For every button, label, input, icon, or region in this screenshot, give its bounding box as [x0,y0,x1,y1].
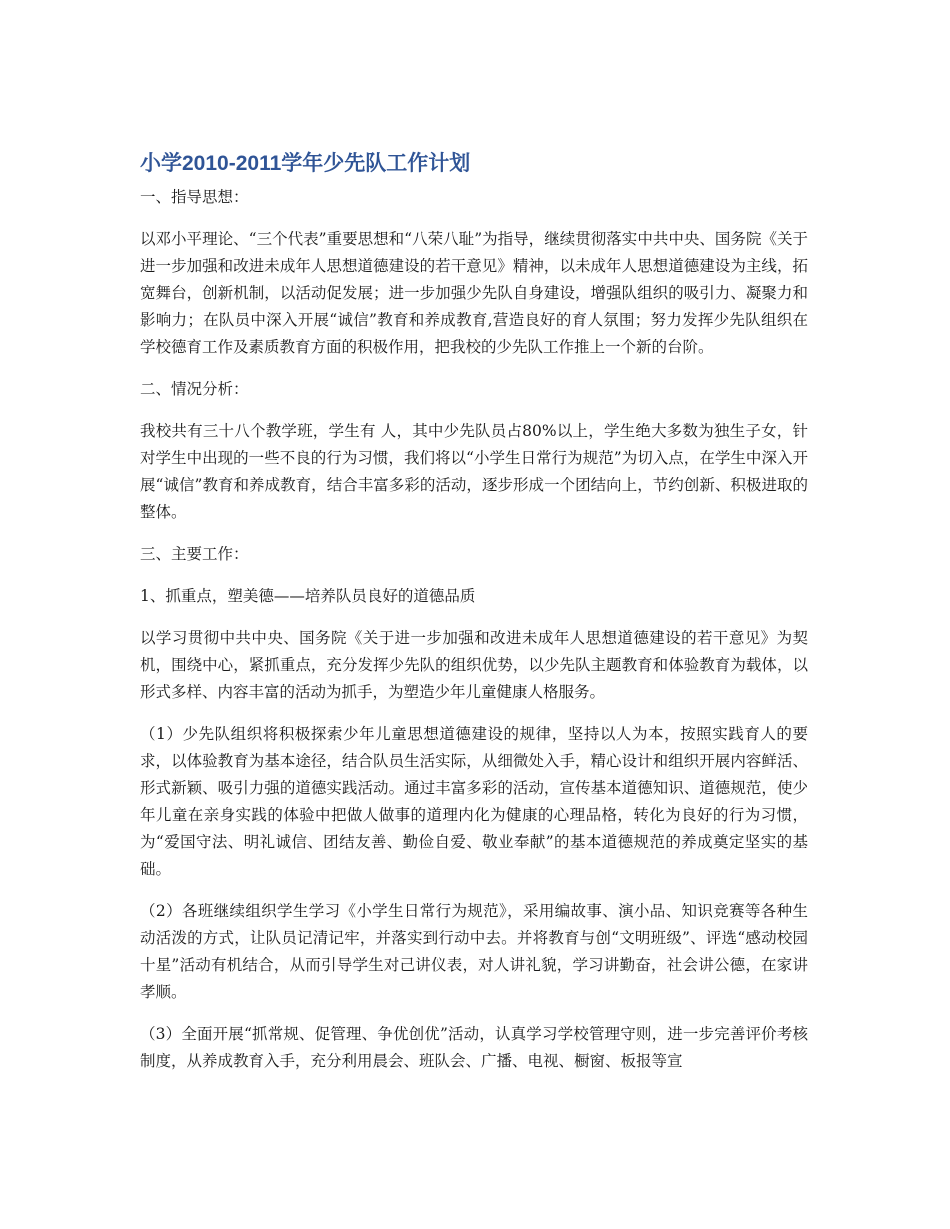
section-heading-guiding-ideology: 一、指导思想： [140,188,249,206]
section-heading-situation-analysis: 二、情况分析： [140,380,249,398]
section-body-guiding-ideology: 以邓小平理论、“三个代表”重要思想和“八荣八耻”为指导，继续贯彻落实中共中央、国务院《关于进一步加强和改进未成年人思想道德建设的若干意见》精神，以未成年人思想道德建设为主线，拓宽舞台，创新机制，以活动促发展；进一步加强少先队自身建设，增强队组织的吸引力、凝聚力和影响力；在队员中深入开展“诚信”教育和养成教育,营造良好的育人氛围；努力发挥少先队组织在学校德育工作及素质教育方面的积极作用，把我校的少先队工作推上一个新的台阶。 [140,230,808,356]
work-item-body: 以学习贯彻中共中央、国务院《关于进一步加强和改进未成年人思想道德建设的若干意见》为契机，围绕中心，紧抓重点，充分发挥少先队的组织优势，以少先队主题教育和体验教育为载体，以形式多样、内容丰富的活动为抓手，为塑造少年儿童健康人格服务。 [140,629,808,701]
work-item-title-text: 抓重点，塑美德——培养队员良好的道德品质 [165,587,476,605]
section-heading-main-work: 三、主要工作： [140,545,249,563]
work-subitem-1: （1）少先队组织将积极探索少年儿童思想道德建设的规律，坚持以人为本，按照实践育人的要求，以体验教育为基本途径，结合队员生活实际，从细微处入手，精心设计和组织开展内容鲜活、形式新颖、吸引力强的道德实践活动。通过丰富多彩的活动，宣传基本道德知识、道德规范，使少年儿童在亲身实践的体验中把做人做事的道理内化为健康的心理品格，转化为良好的行为习惯，为“爱国守法、明礼诚信、团结友善、勤俭自爱、敬业奉献”的基本道德规范的养成奠定坚实的基础。 [140,725,808,878]
document-title: 小学2010-2011学年少先队工作计划 [140,152,471,175]
work-subitem-2: （2）各班继续组织学生学习《小学生日常行为规范》，采用编故事、演小品、知识竞赛等各种生动活泼的方式，让队员记清记牢，并落实到行动中去。并将教育与创“文明班级”、评选“感动校园十星”活动有机结合，从而引导学生对己讲仪表，对人讲礼貌，学习讲勤奋，社会讲公德，在家讲孝顺。 [140,902,808,1001]
document-content [140,148,808,1090]
section-body-situation-analysis: 我校共有三十八个教学班，学生有 人，其中少先队员占80%以上，学生绝大多数为独生子女，针对学生中出现的一些不良的行为习惯，我们将以“小学生日常行为规范”为切入点，在学生中深入开展“诚信”教育和养成教育，结合丰富多彩的活动，逐步形成一个团结向上，节约创新、积极进取的整体。 [140,422,808,521]
work-subitem-3: （3）全面开展“抓常规、促管理、争优创优”活动，认真学习学校管理守则，进一步完善评价考核制度，从养成教育入手，充分利用晨会、班队会、广播、电视、橱窗、板报等宣 [140,1025,808,1070]
work-item-title [140,583,808,610]
work-item-number: 1、 [140,587,166,605]
